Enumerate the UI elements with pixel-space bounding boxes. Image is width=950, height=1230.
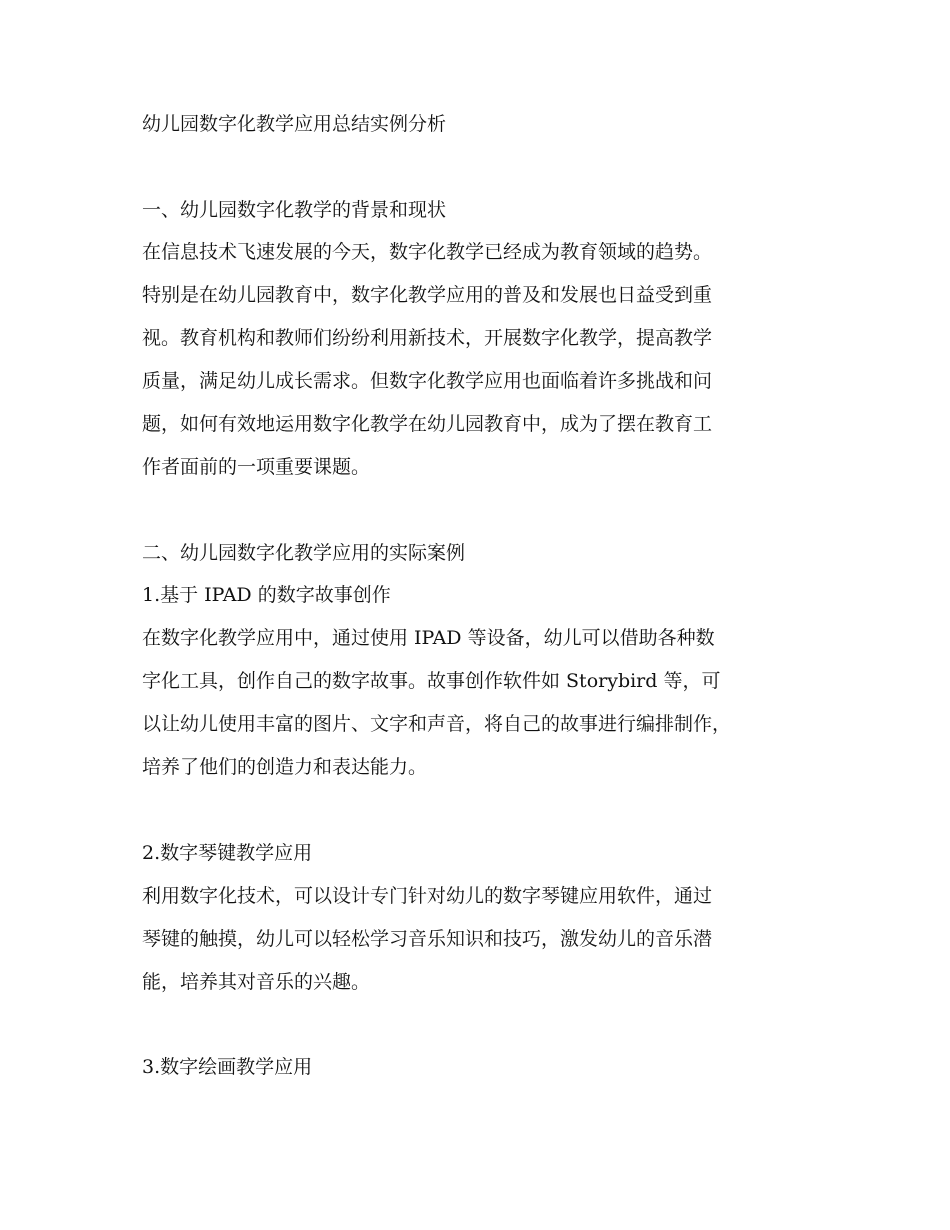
case2-heading: 2.数字琴键教学应用 xyxy=(142,842,313,864)
section1-line: 特别是在幼儿园教育中，数字化教学应用的普及和发展也日益受到重 xyxy=(142,284,713,306)
section2-heading: 二、幼儿园数字化教学应用的实际案例 xyxy=(142,542,466,564)
case2-line: 能，培养其对音乐的兴趣。 xyxy=(142,971,371,993)
case1-heading: 1.基于 IPAD 的数字故事创作 xyxy=(142,584,391,606)
document-title: 幼儿园数字化教学应用总结实例分析 xyxy=(142,113,447,135)
case1-line: 以让幼儿使用丰富的图片、文字和声音，将自己的故事进行编排制作， xyxy=(142,713,732,735)
case3-heading: 3.数字绘画教学应用 xyxy=(142,1056,313,1078)
case1-line: 在数字化教学应用中，通过使用 IPAD 等设备，幼儿可以借助各种数 xyxy=(142,627,715,649)
case1-line: 培养了他们的创造力和表达能力。 xyxy=(142,756,428,778)
case2-line: 琴键的触摸，幼儿可以轻松学习音乐知识和技巧，激发幼儿的音乐潜 xyxy=(142,928,713,950)
case2-line: 利用数字化技术，可以设计专门针对幼儿的数字琴键应用软件，通过 xyxy=(142,885,713,907)
case1-line: 字化工具，创作自己的数字故事。故事创作软件如 Storybird 等，可 xyxy=(142,670,721,692)
section1-line: 质量，满足幼儿成长需求。但数字化教学应用也面临着许多挑战和问 xyxy=(142,370,713,392)
section1-line: 视。教育机构和教师们纷纷利用新技术，开展数字化教学，提高教学 xyxy=(142,327,713,349)
section1-line: 题，如何有效地运用数字化教学在幼儿园教育中，成为了摆在教育工 xyxy=(142,413,713,435)
section1-heading: 一、幼儿园数字化教学的背景和现状 xyxy=(142,199,447,221)
section1-line: 作者面前的一项重要课题。 xyxy=(142,456,371,478)
section1-line: 在信息技术飞速发展的今天，数字化教学已经成为教育领域的趋势。 xyxy=(142,241,713,263)
